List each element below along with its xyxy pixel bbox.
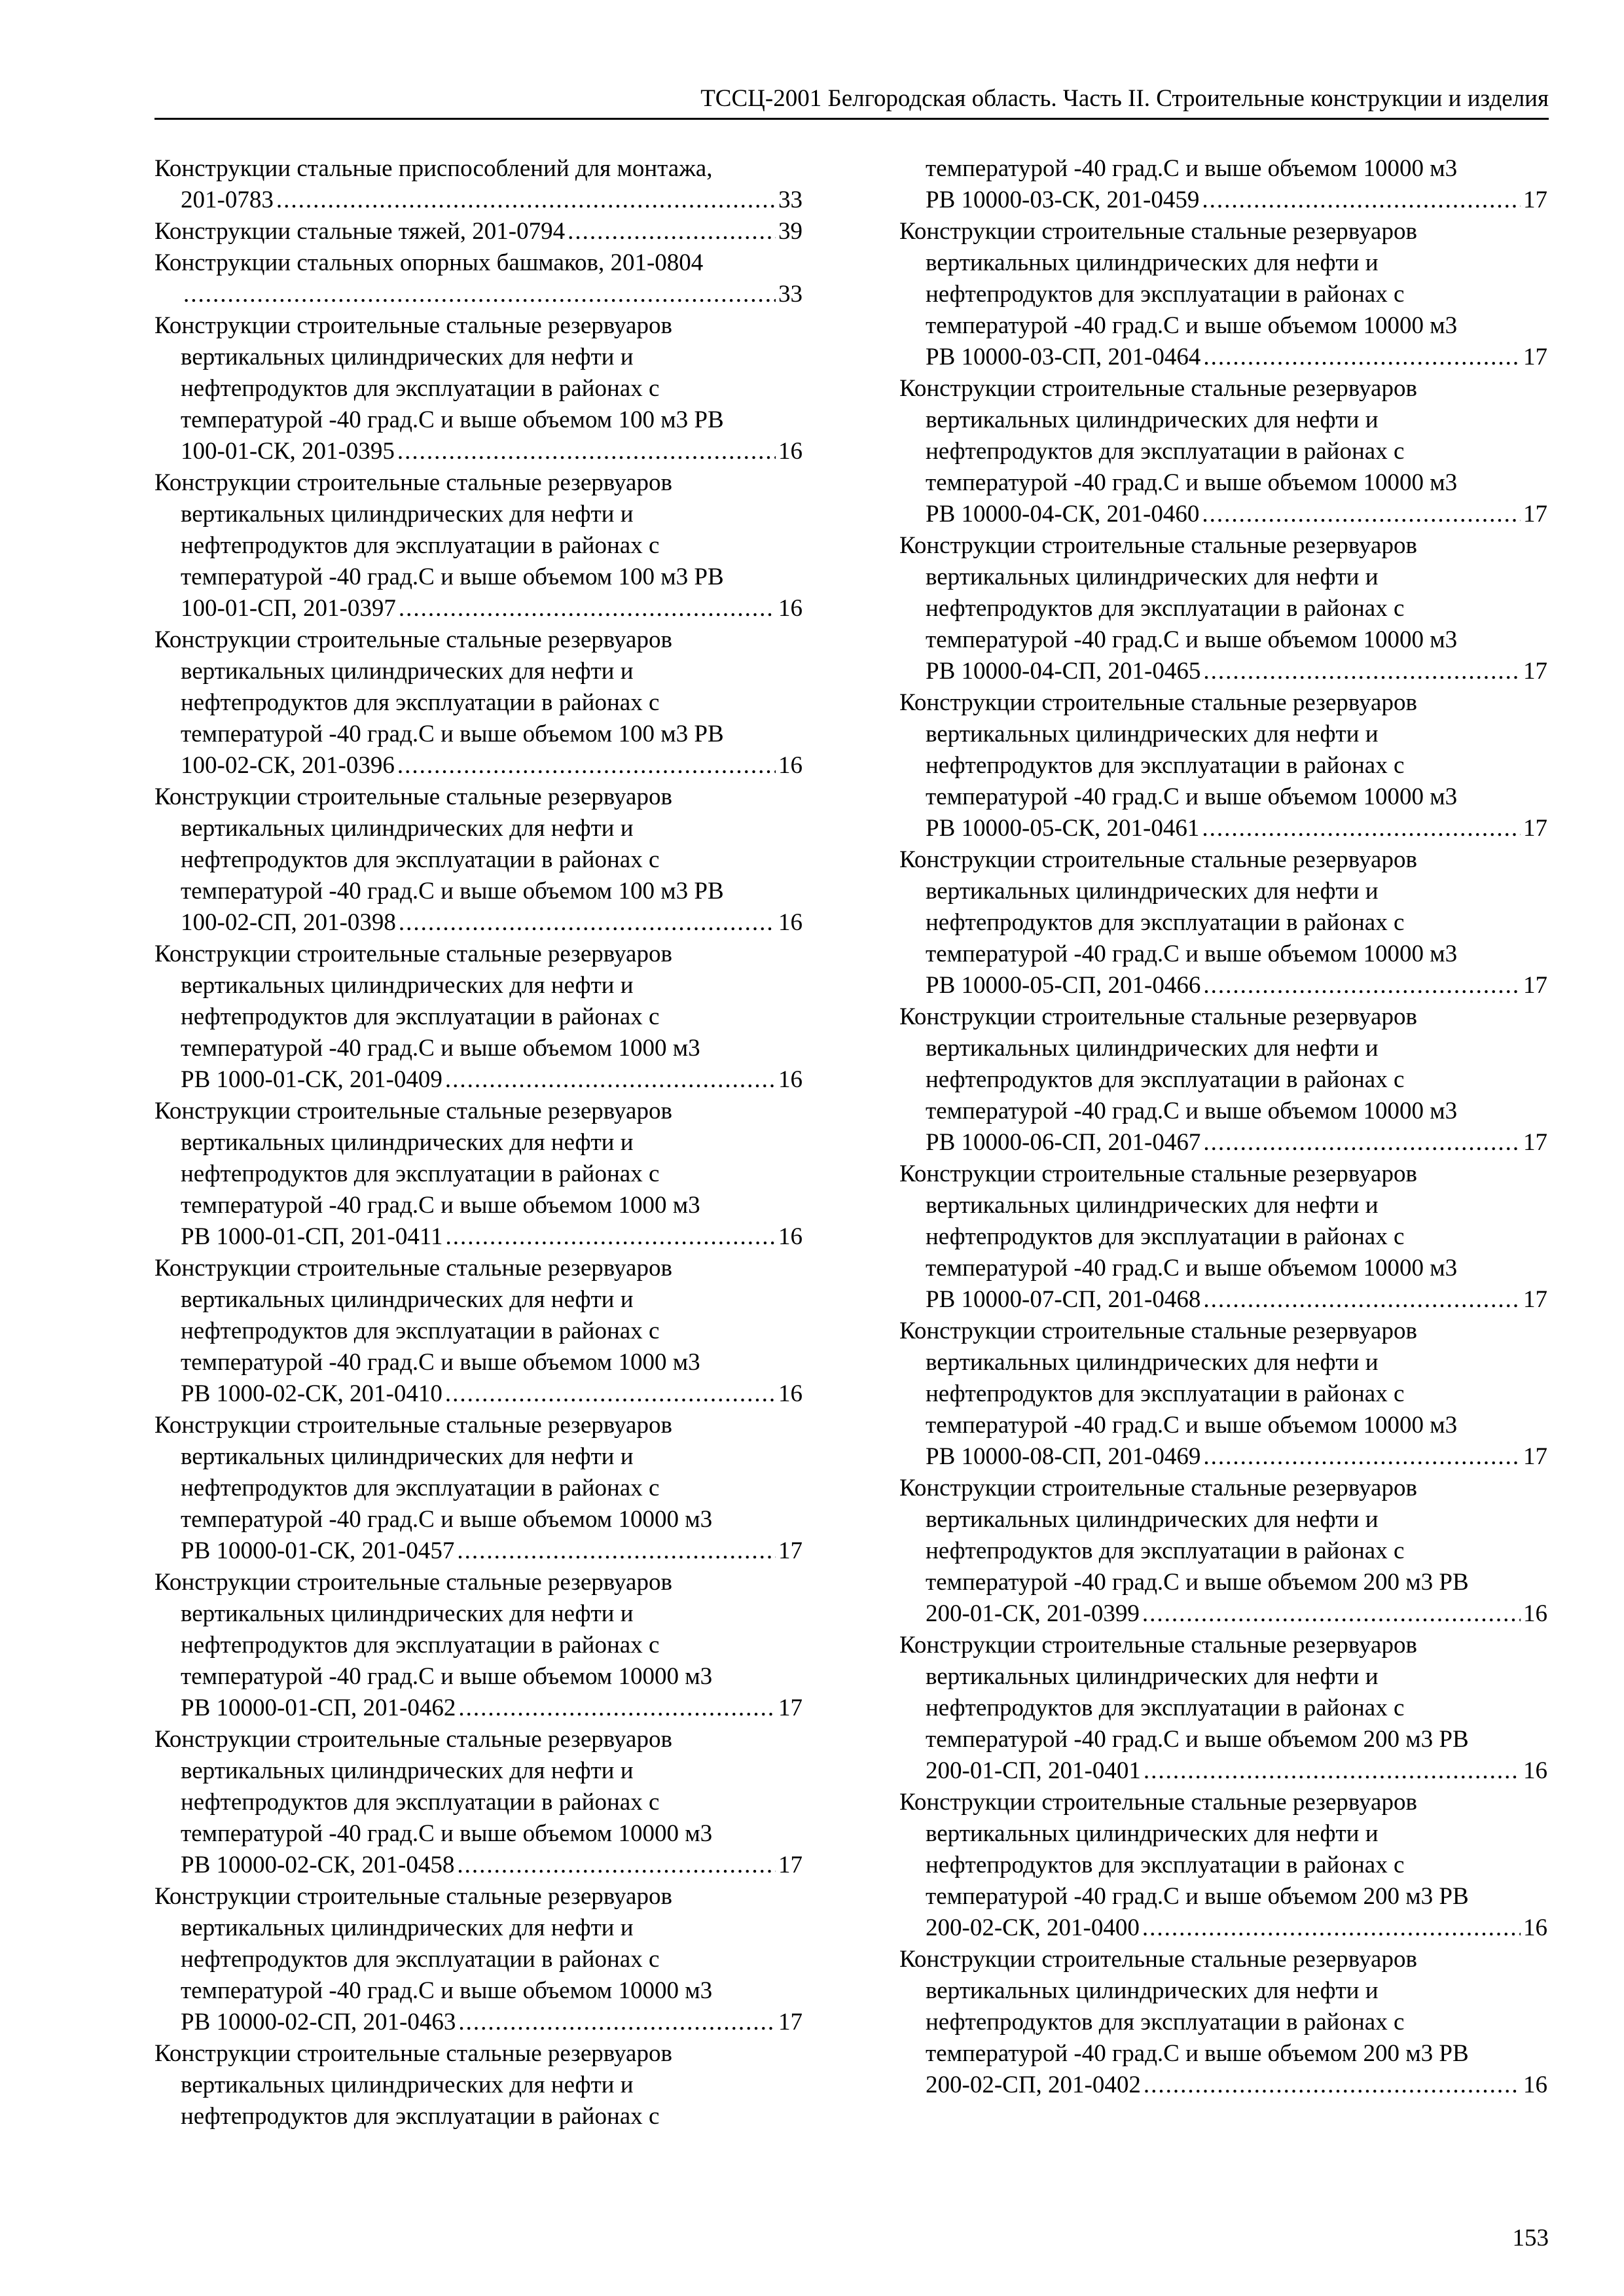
entry-line: нефтепродуктов для эксплуатации в районах с (181, 1160, 660, 1187)
entry-title: Конструкции строительные стальные резервуаров (899, 532, 1417, 559)
entry-line: вертикальных цилиндрических для нефти и (181, 1914, 634, 1941)
entry-last-line (899, 185, 1547, 216)
entry-page-number: 17 (1523, 1129, 1547, 1156)
index-entry (154, 310, 803, 467)
entry-last-line (154, 436, 803, 467)
entry-page-number: 17 (1523, 1443, 1547, 1470)
entry-line: нефтепродуктов для эксплуатации в районах с (181, 1946, 660, 1973)
entry-page-number: 16 (778, 1380, 803, 1407)
entry-last-line (899, 342, 1547, 373)
entry-line: температурой -40 град.С и выше объемом 10000 м3 (181, 1977, 713, 2004)
entry-line: нефтепродуктов для эксплуатации в районах с (181, 689, 660, 716)
entry-line: нефтепродуктов для эксплуатации в районах с (181, 1003, 660, 1030)
entry-title: Конструкции строительные стальные резервуаров (899, 218, 1417, 245)
entry-last-line (154, 1221, 803, 1253)
entry-line: вертикальных цилиндрических для нефти и (926, 406, 1379, 433)
dot-leader (397, 436, 776, 467)
header-title: ТССЦ-2001 Белгородская область. Часть II. Строительные конструкции и изделия (700, 85, 1549, 112)
entry-line: вертикальных цилиндрических для нефти и (181, 815, 634, 842)
entry-last-line (154, 185, 803, 216)
entry-code: 100-01-СП, 201-0397 (181, 595, 396, 622)
entry-page-number: 17 (1523, 344, 1547, 370)
dot-leader (445, 1064, 776, 1096)
entry-line: температурой -40 град.С и выше объемом 10000 м3 (926, 1412, 1458, 1439)
entry-line: вертикальных цилиндрических для нефти и (181, 344, 634, 370)
entry-code: РВ 10000-06-СП, 201-0467 (926, 1129, 1201, 1156)
entry-code: 100-02-СК, 201-0396 (181, 752, 395, 779)
entry-line: температурой -40 град.С и выше объемом 10000 м3 (926, 941, 1458, 967)
entry-page-number: 16 (778, 1066, 803, 1093)
entry-code: 200-02-СП, 201-0402 (926, 2072, 1141, 2098)
index-entry (899, 1473, 1547, 1630)
dot-leader (399, 593, 776, 624)
entry-line: нефтепродуктов для эксплуатации в районах с (181, 375, 660, 402)
entry-line: температурой -40 град.С и выше объемом 100 м3 РВ (181, 406, 724, 433)
index-entry (154, 1724, 803, 1881)
entry-line: нефтепродуктов для эксплуатации в районах с (926, 752, 1405, 779)
entry-page-number: 17 (1523, 501, 1547, 528)
dot-leader (568, 216, 776, 247)
index-entry (899, 216, 1547, 373)
dot-leader (457, 1850, 776, 1881)
entry-line: температурой -40 град.С и выше объемом 10000 м3 (926, 312, 1458, 339)
entry-line: температурой -40 град.С и выше объемом 10000 м3 (181, 1820, 713, 1847)
entry-title: Конструкции строительные стальные резервуаров (154, 469, 672, 496)
dot-leader (1142, 1598, 1521, 1630)
dot-leader (1144, 1755, 1521, 1787)
index-entry (154, 624, 803, 781)
entry-code: РВ 10000-08-СП, 201-0469 (926, 1443, 1201, 1470)
entry-last-line (899, 1441, 1547, 1473)
entry-page-number: 17 (1523, 658, 1547, 685)
entry-title: Конструкции строительные стальные резервуаров (899, 846, 1417, 873)
index-entry (154, 247, 803, 310)
entry-line: температурой -40 град.С и выше объемом 200 м3 РВ (926, 2040, 1469, 2067)
entry-code: РВ 10000-03-СП, 201-0464 (926, 344, 1201, 370)
entry-code: Конструкции стальные тяжей, 201-0794 (154, 218, 566, 245)
entry-line: нефтепродуктов для эксплуатации в районах с (926, 1695, 1405, 1721)
entry-line: нефтепродуктов для эксплуатации в районах с (926, 1066, 1405, 1093)
entry-last-line (899, 2070, 1547, 2101)
entry-line: нефтепродуктов для эксплуатации в районах с (181, 846, 660, 873)
entry-code: 200-02-СК, 201-0400 (926, 1914, 1140, 1941)
entry-code: 200-01-СП, 201-0401 (926, 1757, 1141, 1784)
entry-line: температурой -40 град.С и выше объемом 1000 м3 (181, 1349, 700, 1376)
entry-last-line (154, 593, 803, 624)
dot-leader (458, 2007, 776, 2038)
entry-title: Конструкции строительные стальные резервуаров (899, 1318, 1417, 1344)
dot-leader (1142, 1912, 1521, 1944)
entry-code: РВ 10000-05-СП, 201-0466 (926, 972, 1201, 999)
entry-line: вертикальных цилиндрических для нефти и (181, 972, 634, 999)
entry-line: нефтепродуктов для эксплуатации в районах с (181, 1318, 660, 1344)
entry-code: 201-0783 (181, 187, 274, 213)
entry-line: вертикальных цилиндрических для нефти и (926, 1506, 1379, 1533)
entry-page-number: 33 (778, 187, 803, 213)
entry-line: вертикальных цилиндрических для нефти и (926, 1820, 1379, 1847)
page-number: 153 (1512, 2225, 1549, 2251)
index-entry (899, 687, 1547, 844)
dot-leader (276, 185, 776, 216)
entry-last-line (154, 1535, 803, 1567)
entry-line: температурой -40 град.С и выше объемом 10000 м3 (181, 1663, 713, 1690)
dot-leader (458, 1693, 776, 1724)
entry-line: температурой -40 град.С и выше объемом 10000 м3 (926, 783, 1458, 810)
entry-last-line (899, 970, 1547, 1001)
dot-leader (1202, 813, 1521, 844)
entry-code: РВ 10000-03-СК, 201-0459 (926, 187, 1200, 213)
index-entry (154, 2038, 803, 2132)
entry-line: температурой -40 град.С и выше объемом 200 м3 РВ (926, 1569, 1469, 1596)
dot-leader (1203, 1441, 1521, 1473)
entry-line: температурой -40 град.С и выше объемом 200 м3 РВ (926, 1883, 1469, 1910)
index-entry (154, 153, 803, 216)
entry-line: вертикальных цилиндрических для нефти и (926, 721, 1379, 747)
entry-line: вертикальных цилиндрических для нефти и (926, 249, 1379, 276)
entry-page-number: 16 (778, 909, 803, 936)
entry-title: Конструкции строительные стальные резервуаров (154, 1726, 672, 1753)
entry-title: Конструкции строительные стальные резервуаров (899, 375, 1417, 402)
entry-last-line (154, 2007, 803, 2038)
entry-line: температурой -40 град.С и выше объемом 100 м3 РВ (181, 721, 724, 747)
entry-line: нефтепродуктов для эксплуатации в районах с (926, 1537, 1405, 1564)
index-column-right (899, 153, 1547, 2101)
index-entry (154, 1410, 803, 1567)
entry-line: вертикальных цилиндрических для нефти и (926, 1977, 1379, 2004)
entry-line: температурой -40 град.С и выше объемом 10000 м3 (926, 626, 1458, 653)
entry-title: Конструкции стальные приспособлений для монтажа, (154, 155, 713, 182)
entry-page-number: 17 (1523, 187, 1547, 213)
index-column-left (154, 153, 803, 2132)
dot-leader (1203, 970, 1521, 1001)
entry-code: РВ 10000-07-СП, 201-0468 (926, 1286, 1201, 1313)
entry-line: вертикальных цилиндрических для нефти и (181, 2072, 634, 2098)
entry-code: РВ 1000-02-СК, 201-0410 (181, 1380, 442, 1407)
entry-last-line (899, 1912, 1547, 1944)
entry-last-line (899, 1284, 1547, 1316)
entry-code: РВ 1000-01-СП, 201-0411 (181, 1223, 443, 1250)
index-entry (154, 1096, 803, 1253)
index-entry (154, 1567, 803, 1724)
entry-line: температурой -40 град.С и выше объемом 10000 м3 (926, 469, 1458, 496)
entry-last-line (899, 1127, 1547, 1158)
entry-title: Конструкции строительные стальные резервуаров (154, 312, 672, 339)
entry-title: Конструкции строительные стальные резервуаров (899, 1632, 1417, 1659)
entry-last-line (899, 813, 1547, 844)
entry-page-number: 17 (1523, 815, 1547, 842)
entry-line: нефтепродуктов для эксплуатации в районах с (926, 595, 1405, 622)
entry-last-line (154, 1693, 803, 1724)
dot-leader (1202, 499, 1521, 530)
dot-leader (1203, 342, 1521, 373)
entry-line: вертикальных цилиндрических для нефти и (926, 1192, 1379, 1219)
entry-page-number: 33 (778, 281, 803, 308)
entry-line: вертикальных цилиндрических для нефти и (926, 1663, 1379, 1690)
index-entry (899, 1316, 1547, 1473)
entry-code: РВ 10000-04-СП, 201-0465 (926, 658, 1201, 685)
entry-line: нефтепродуктов для эксплуатации в районах с (181, 2103, 660, 2130)
entry-line: температурой -40 град.С и выше объемом 10000 м3 (181, 1506, 713, 1533)
dot-leader (397, 750, 776, 781)
entry-line: температурой -40 град.С и выше объемом 100 м3 РВ (181, 564, 724, 590)
entry-title: Конструкции строительные стальные резервуаров (899, 689, 1417, 716)
entry-line: вертикальных цилиндрических для нефти и (181, 1443, 634, 1470)
entry-line: нефтепродуктов для эксплуатации в районах с (926, 1223, 1405, 1250)
entry-title: Конструкции строительные стальные резервуаров (154, 1883, 672, 1910)
entry-code: РВ 10000-04-СК, 201-0460 (926, 501, 1200, 528)
index-entry (154, 467, 803, 624)
entry-line: температурой -40 град.С и выше объемом 10000 м3 (926, 1098, 1458, 1124)
entry-page-number: 16 (1523, 1757, 1547, 1784)
dot-leader (1203, 1127, 1521, 1158)
entry-title: Конструкции строительные стальные резервуаров (154, 1098, 672, 1124)
entry-line: температурой -40 град.С и выше объемом 1000 м3 (181, 1035, 700, 1062)
entry-page-number: 17 (1523, 972, 1547, 999)
entry-page-number: 17 (778, 1537, 803, 1564)
entry-line: вертикальных цилиндрических для нефти и (926, 1349, 1379, 1376)
entry-line: температурой -40 град.С и выше объемом 200 м3 РВ (926, 1726, 1469, 1753)
page-header (154, 82, 1549, 120)
entry-title: Конструкции строительные стальные резервуаров (899, 1946, 1417, 1973)
entry-line: температурой -40 град.С и выше объемом 10000 м3 (926, 155, 1458, 182)
entry-page-number: 16 (778, 595, 803, 622)
index-entry (899, 1001, 1547, 1158)
entry-page-number: 17 (778, 2009, 803, 2036)
entry-page-number: 16 (1523, 1600, 1547, 1627)
entry-line: нефтепродуктов для эксплуатации в районах с (926, 2009, 1405, 2036)
entry-last-line (899, 1598, 1547, 1630)
index-entry (899, 530, 1547, 687)
entry-code: РВ 10000-01-СП, 201-0462 (181, 1695, 456, 1721)
entry-page-number: 16 (778, 438, 803, 465)
entry-last-line (899, 499, 1547, 530)
entry-last-line (154, 1064, 803, 1096)
entry-line: нефтепродуктов для эксплуатации в районах с (926, 1852, 1405, 1878)
index-entry (154, 781, 803, 939)
entry-line: нефтепродуктов для эксплуатации в районах с (181, 1632, 660, 1659)
index-entry (154, 1881, 803, 2038)
entry-last-line (154, 1850, 803, 1881)
entry-title: Конструкции стальных опорных башмаков, 201-0804 (154, 249, 704, 276)
dot-leader (1144, 2070, 1521, 2101)
entry-page-number: 16 (1523, 2072, 1547, 2098)
index-entry (154, 939, 803, 1096)
dot-leader (183, 279, 776, 310)
entry-last-line (154, 216, 803, 247)
dot-leader (1203, 656, 1521, 687)
index-entry (154, 216, 803, 247)
entry-line: вертикальных цилиндрических для нефти и (181, 501, 634, 528)
index-entry (899, 373, 1547, 530)
entry-title: Конструкции строительные стальные резервуаров (154, 626, 672, 653)
entry-code: 100-02-СП, 201-0398 (181, 909, 396, 936)
entry-last-line (899, 656, 1547, 687)
entry-title: Конструкции строительные стальные резервуаров (154, 1569, 672, 1596)
index-entry (899, 1944, 1547, 2101)
dot-leader (457, 1535, 776, 1567)
dot-leader (445, 1378, 776, 1410)
entry-page-number: 16 (778, 752, 803, 779)
entry-line: вертикальных цилиндрических для нефти и (926, 878, 1379, 905)
entry-line: вертикальных цилиндрических для нефти и (181, 1600, 634, 1627)
entry-line: нефтепродуктов для эксплуатации в районах с (926, 438, 1405, 465)
entry-line: температурой -40 град.С и выше объемом 10000 м3 (926, 1255, 1458, 1282)
entry-line: температурой -40 град.С и выше объемом 100 м3 РВ (181, 878, 724, 905)
entry-title: Конструкции строительные стальные резервуаров (899, 1003, 1417, 1030)
entry-title: Конструкции строительные стальные резервуаров (154, 783, 672, 810)
entry-page-number: 17 (778, 1695, 803, 1721)
entry-code: РВ 10000-05-СК, 201-0461 (926, 815, 1200, 842)
entry-code: РВ 10000-02-СК, 201-0458 (181, 1852, 455, 1878)
index-entry (899, 1787, 1547, 1944)
entry-line: нефтепродуктов для эксплуатации в районах с (181, 1789, 660, 1816)
entry-page-number: 39 (778, 218, 803, 245)
entry-line: нефтепродуктов для эксплуатации в районах с (181, 532, 660, 559)
index-entry (899, 844, 1547, 1001)
entry-page-number: 16 (1523, 1914, 1547, 1941)
dot-leader (1202, 185, 1521, 216)
entry-code: РВ 1000-01-СК, 201-0409 (181, 1066, 442, 1093)
entry-line: вертикальных цилиндрических для нефти и (926, 564, 1379, 590)
entry-last-line (154, 279, 803, 310)
entry-last-line (154, 1378, 803, 1410)
entry-title: Конструкции строительные стальные резервуаров (154, 2040, 672, 2067)
entry-code: РВ 10000-01-СК, 201-0457 (181, 1537, 455, 1564)
entry-title: Конструкции строительные стальные резервуаров (899, 1789, 1417, 1816)
entry-last-line (154, 750, 803, 781)
entry-title: Конструкции строительные стальные резервуаров (154, 941, 672, 967)
entry-title: Конструкции строительные стальные резервуаров (899, 1475, 1417, 1501)
entry-code: РВ 10000-02-СП, 201-0463 (181, 2009, 456, 2036)
dot-leader (446, 1221, 776, 1253)
entry-line: нефтепродуктов для эксплуатации в районах с (926, 281, 1405, 308)
index-entry (899, 153, 1547, 216)
dot-leader (1203, 1284, 1521, 1316)
entry-title: Конструкции строительные стальные резервуаров (154, 1255, 672, 1282)
entry-title: Конструкции строительные стальные резервуаров (154, 1412, 672, 1439)
entry-page-number: 17 (1523, 1286, 1547, 1313)
entry-line: вертикальных цилиндрических для нефти и (181, 1757, 634, 1784)
entry-title: Конструкции строительные стальные резервуаров (899, 1160, 1417, 1187)
entry-line: температурой -40 град.С и выше объемом 1000 м3 (181, 1192, 700, 1219)
entry-page-number: 17 (778, 1852, 803, 1878)
entry-line: вертикальных цилиндрических для нефти и (181, 658, 634, 685)
entry-last-line (154, 907, 803, 939)
entry-line: нефтепродуктов для эксплуатации в районах с (926, 909, 1405, 936)
entry-line: нефтепродуктов для эксплуатации в районах с (181, 1475, 660, 1501)
entry-code: 100-01-СК, 201-0395 (181, 438, 395, 465)
index-entry (154, 1253, 803, 1410)
index-entry (899, 1158, 1547, 1316)
index-entry (899, 1630, 1547, 1787)
entry-page-number: 16 (778, 1223, 803, 1250)
entry-line: вертикальных цилиндрических для нефти и (926, 1035, 1379, 1062)
dot-leader (399, 907, 776, 939)
entry-line: вертикальных цилиндрических для нефти и (181, 1286, 634, 1313)
entry-line: нефтепродуктов для эксплуатации в районах с (926, 1380, 1405, 1407)
entry-code: 200-01-СК, 201-0399 (926, 1600, 1140, 1627)
entry-last-line (899, 1755, 1547, 1787)
entry-line: вертикальных цилиндрических для нефти и (181, 1129, 634, 1156)
